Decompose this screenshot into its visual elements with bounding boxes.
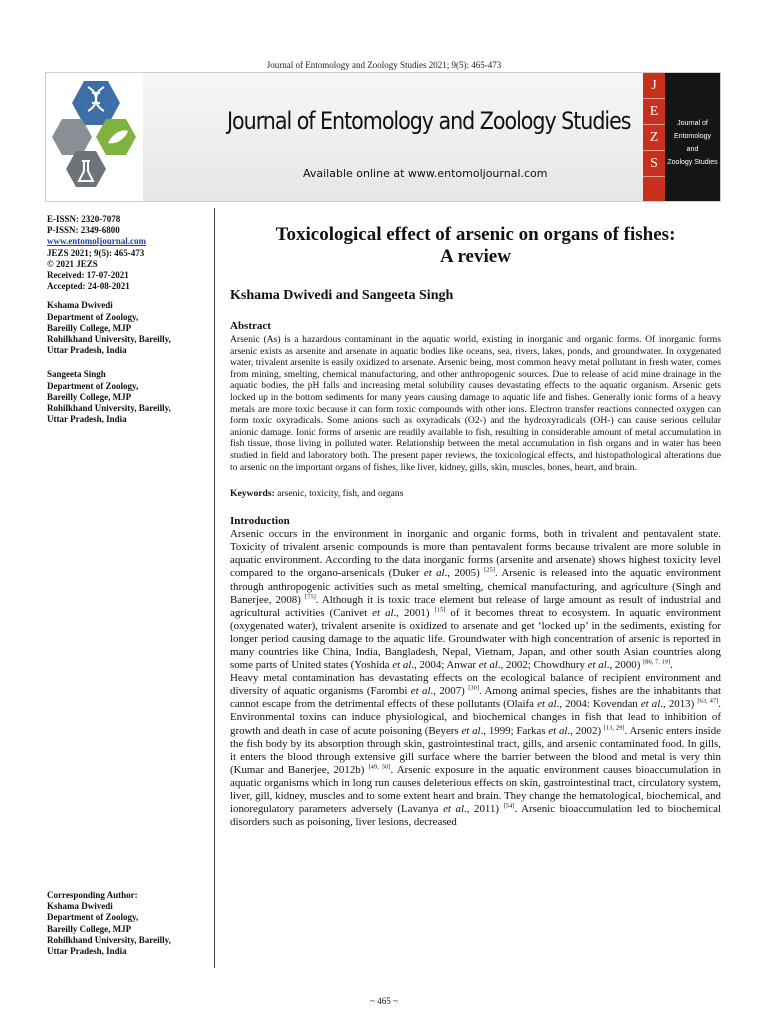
accepted-date: Accepted: 24-08-2021 <box>47 281 130 292</box>
strip-letter: J <box>643 73 665 99</box>
italic-text: et al <box>461 724 481 737</box>
hexagon-logo-icon <box>46 73 143 201</box>
affiliation-line: Rohilkhand University, Bareilly, <box>47 334 171 345</box>
strip-letter: Z <box>643 125 665 151</box>
citation-ref: [49, 50] <box>368 763 391 771</box>
side-text-line: Entomology <box>674 133 711 140</box>
affiliation-line: Uttar Pradesh, India <box>47 345 127 356</box>
side-text-line: Zoology Studies <box>667 159 718 166</box>
italic-text: et al <box>423 567 445 580</box>
text-run: . <box>670 659 673 672</box>
citation-ref: [63, 47] <box>697 697 719 705</box>
affiliation-line: Department of Zoology, <box>47 912 139 923</box>
affiliation-line: Uttar Pradesh, India <box>47 414 127 425</box>
corresponding-author <box>47 890 212 957</box>
running-head: Journal of Entomology and Zoology Studies 2021; 9(5): 465-473 <box>266 60 502 70</box>
author-affiliation <box>47 300 212 356</box>
text-run: . Arsenic exposure in the aquatic environment causes bioaccumulation in aquatic organisms which in long run causes deleterious effects on skin, gastrointestinal tract, circulatory system, liver, gill, kidney, muscles and to some extent heart and brain. They change the hematological, biochemical, and ionoregulatory parameters adversely (Lavanya <box>230 763 721 816</box>
affiliation-line: Rohilkhand University, Bareilly, <box>47 934 171 945</box>
jezs-letter-strip <box>643 73 665 201</box>
affiliation-line: Bareilly College, MJP <box>47 322 132 333</box>
italic-text: et al <box>443 803 464 816</box>
italic-text: et al <box>587 659 607 672</box>
journal-website-link[interactable]: www.entomoljournal.com <box>47 236 146 247</box>
text-run: ., 1999; Farkas <box>480 724 549 737</box>
text-run: . Environmental toxins can induce physiological, and biochemical changes in fish that lead to inhibition of growth and death in case of acute poisoning (Beyers <box>230 698 722 737</box>
text-run: ., 2001) <box>393 606 435 619</box>
citation-ref: [15] <box>434 606 446 614</box>
article-main <box>230 224 721 829</box>
citation: JEZS 2021; 9(5): 465-473 <box>47 247 145 258</box>
text-run: Arsenic occurs in the environment in inorganic and organic forms, both in trivalent and pentavalent state. Toxicity of trivalent arsenic compounds is more than pentavalent forms because trivalent are more soluble in aquatic environment. According to the data inorganic forms (arsenite and arsenate) shows highest toxicity level compared to the organo-arsenicals (Duker <box>230 528 721 580</box>
jezs-side-panel <box>665 73 720 201</box>
italic-text: et al <box>537 698 557 711</box>
citation-ref: [86, 7, 19] <box>643 658 671 666</box>
intro-paragraph <box>230 672 721 829</box>
italic-text: et al <box>410 685 431 698</box>
italic-text: et al <box>392 659 412 672</box>
keywords-label: Keywords: <box>230 488 275 500</box>
column-divider <box>214 208 215 968</box>
text-run: ., 2013) <box>660 698 698 711</box>
affiliation-line: Department of Zoology, <box>47 311 139 322</box>
text-run: ., 2000) <box>606 659 644 672</box>
text-run: ., 2007) <box>430 685 469 698</box>
corresponding-name: Kshama Dwivedi <box>47 901 113 912</box>
journal-logo <box>46 73 143 201</box>
strip-letter: E <box>643 99 665 125</box>
pissn: P-ISSN: 2349-6800 <box>47 225 120 236</box>
article-sidebar <box>47 214 212 425</box>
text-run: . Arsenic is released into the aquatic environment through anthropogenic activities such as metal smelting, chemical manufacturing, and agriculture (Singh and Banerjee, 2008) <box>230 567 722 606</box>
journal-availability: Available online at www.entomoljournal.com <box>303 167 548 180</box>
citation-ref: [54] <box>503 802 515 810</box>
italic-text: et al <box>640 698 661 711</box>
article-title-line: Toxicological effect of arsenic on organs of fishes: <box>275 224 676 245</box>
corresponding-label: Corresponding Author: <box>47 890 138 900</box>
text-run: . Among animal species, fishes are the inhabitants that cannot escape from the detrimental effects of these pollutants (Olaifa <box>230 685 721 711</box>
affiliation-line: Bareilly College, MJP <box>47 923 132 934</box>
text-run: ., 2002; Chowdhury <box>497 659 588 672</box>
citation-ref: [13, 29] <box>603 723 625 731</box>
italic-text: et al <box>548 724 568 737</box>
article-title-line: A review <box>440 246 511 267</box>
affiliation-line: Uttar Pradesh, India <box>47 946 127 957</box>
side-text-line: Journal of <box>677 120 708 127</box>
text-run: Heavy metal contamination has devastating effects on the ecological balance of recipient environment and diversity of aquatic organisms (Farombi <box>230 672 721 698</box>
citation-ref: [75] <box>304 592 316 600</box>
affiliation-line: Bareilly College, MJP <box>47 391 132 402</box>
citation-ref: [25] <box>484 566 495 574</box>
intro-paragraph <box>230 528 721 672</box>
italic-text: et al <box>478 659 498 672</box>
author-name: Sangeeta Singh <box>47 369 106 380</box>
abstract-heading: Abstract <box>230 320 271 332</box>
citation-ref: [30] <box>468 684 480 692</box>
copyright: © 2021 JEZS <box>47 258 98 269</box>
journal-title-panel <box>143 73 683 201</box>
journal-banner <box>45 72 721 202</box>
text-run: ., 2011) <box>464 803 504 816</box>
introduction-heading: Introduction <box>230 515 290 528</box>
affiliation-line: Rohilkhand University, Bareilly, <box>47 403 171 414</box>
keywords <box>230 488 721 499</box>
author-name: Kshama Dwivedi <box>47 300 113 311</box>
affiliation-line: Department of Zoology, <box>47 380 139 391</box>
text-run: ., 2005) <box>444 567 485 580</box>
text-run: ., 2002) <box>567 724 604 737</box>
page-number: ~ 465 ~ <box>370 996 398 1006</box>
text-run: of it becomes threat to ecosystem. In aquatic environment (oxygenated water), trivalent arsenite is oxidized to arsenate and get ‘locked up’ in the sediments, existing for longer period causing damage to the aquatic life. Groundwater with high concentration of arsenic is reported in many countries like China, India, Bangladesh, Nepal, Vietnam, Japan, and other south Asian countries along some parts of United states (Yoshida <box>230 606 721 672</box>
text-run: . Arsenic enters inside the fish body by its absorption through skin, gastrointestinal tract, gills, and arsenic contaminated food. In gills, it enters the blood through extensive gill surface where the barrier between the blood and metal is very thin (Kumar and Banerjee, 2012b) <box>230 724 721 776</box>
author-affiliation <box>47 369 212 425</box>
journal-title: Journal of Entomology and Zoology Studies <box>227 107 631 135</box>
received-date: Received: 17-07-2021 <box>47 270 129 281</box>
keywords-list: arsenic, toxicity, fish, and organs <box>277 488 404 500</box>
strip-letter: S <box>643 151 665 177</box>
introduction-body <box>230 528 721 829</box>
text-run: ., 2004; Anwar <box>411 659 479 672</box>
eissn: E-ISSN: 2320-7078 <box>47 214 121 224</box>
abstract-text: Arsenic (As) is a hazardous contaminant in the aquatic world, existing in inorganic and organic forms. Of inorganic forms arsenic exists as arsenite and arsenate in aquatic bodies like oceans, sea, rivers, lakes, ponds, and groundwater. In oxygenated water, trivalent arsenite is easily oxidized to arsenate. Arsenic being, most common heavy metal pollutant in fresh water, comes from mining, smelting, chemical manufacturing, and other anthropogenic sources. Due to release of acid mine drainage in the aquatic bodies, the pH falls and increasing metal solubility causes devastating effects to the aquatic organism. Arsenic gets locked up in the bottom sediments for many years causing damage to aquatic life and fishes. Generally ionic forms of a heavy metals are more toxic because it can form toxic compounds with other ions. Electron transfer reactions connected oxygen can form toxic oxyradicals. Some anions such as oxyradicals (O2-) and the hydroxyradicals (OH-) can cause serious cellular anionic damage. Ionic forms of arsenic are readily available to fish, resulting in considerable amount of metal accumulation in fish tissue, those living in polluted water. Relationship between the metal accumulation in fish organs and in water has been studied in field and laboratory both. The present paper reviews, the toxicological effects, and histopathological alterations due to arsenic on the important organs of fishes, like liver, kidney, gills, skin, muscles, bones, heart, and brain. <box>230 334 721 473</box>
text-run: . Arsenic bioaccumulation led to biochemical disorders such as poisoning, liver lesions, decreased <box>230 803 721 829</box>
article-title <box>230 224 721 268</box>
italic-text: et al <box>372 606 394 619</box>
article-authors: Kshama Dwivedi and Sangeeta Singh <box>230 288 454 303</box>
text-run: ., 2004: Kovendan <box>556 698 641 711</box>
text-run: . Although it is toxic trace element but release of large amount as result of industrial and agricultural activities (Canivet <box>230 593 721 619</box>
side-text-line: and <box>686 146 699 153</box>
